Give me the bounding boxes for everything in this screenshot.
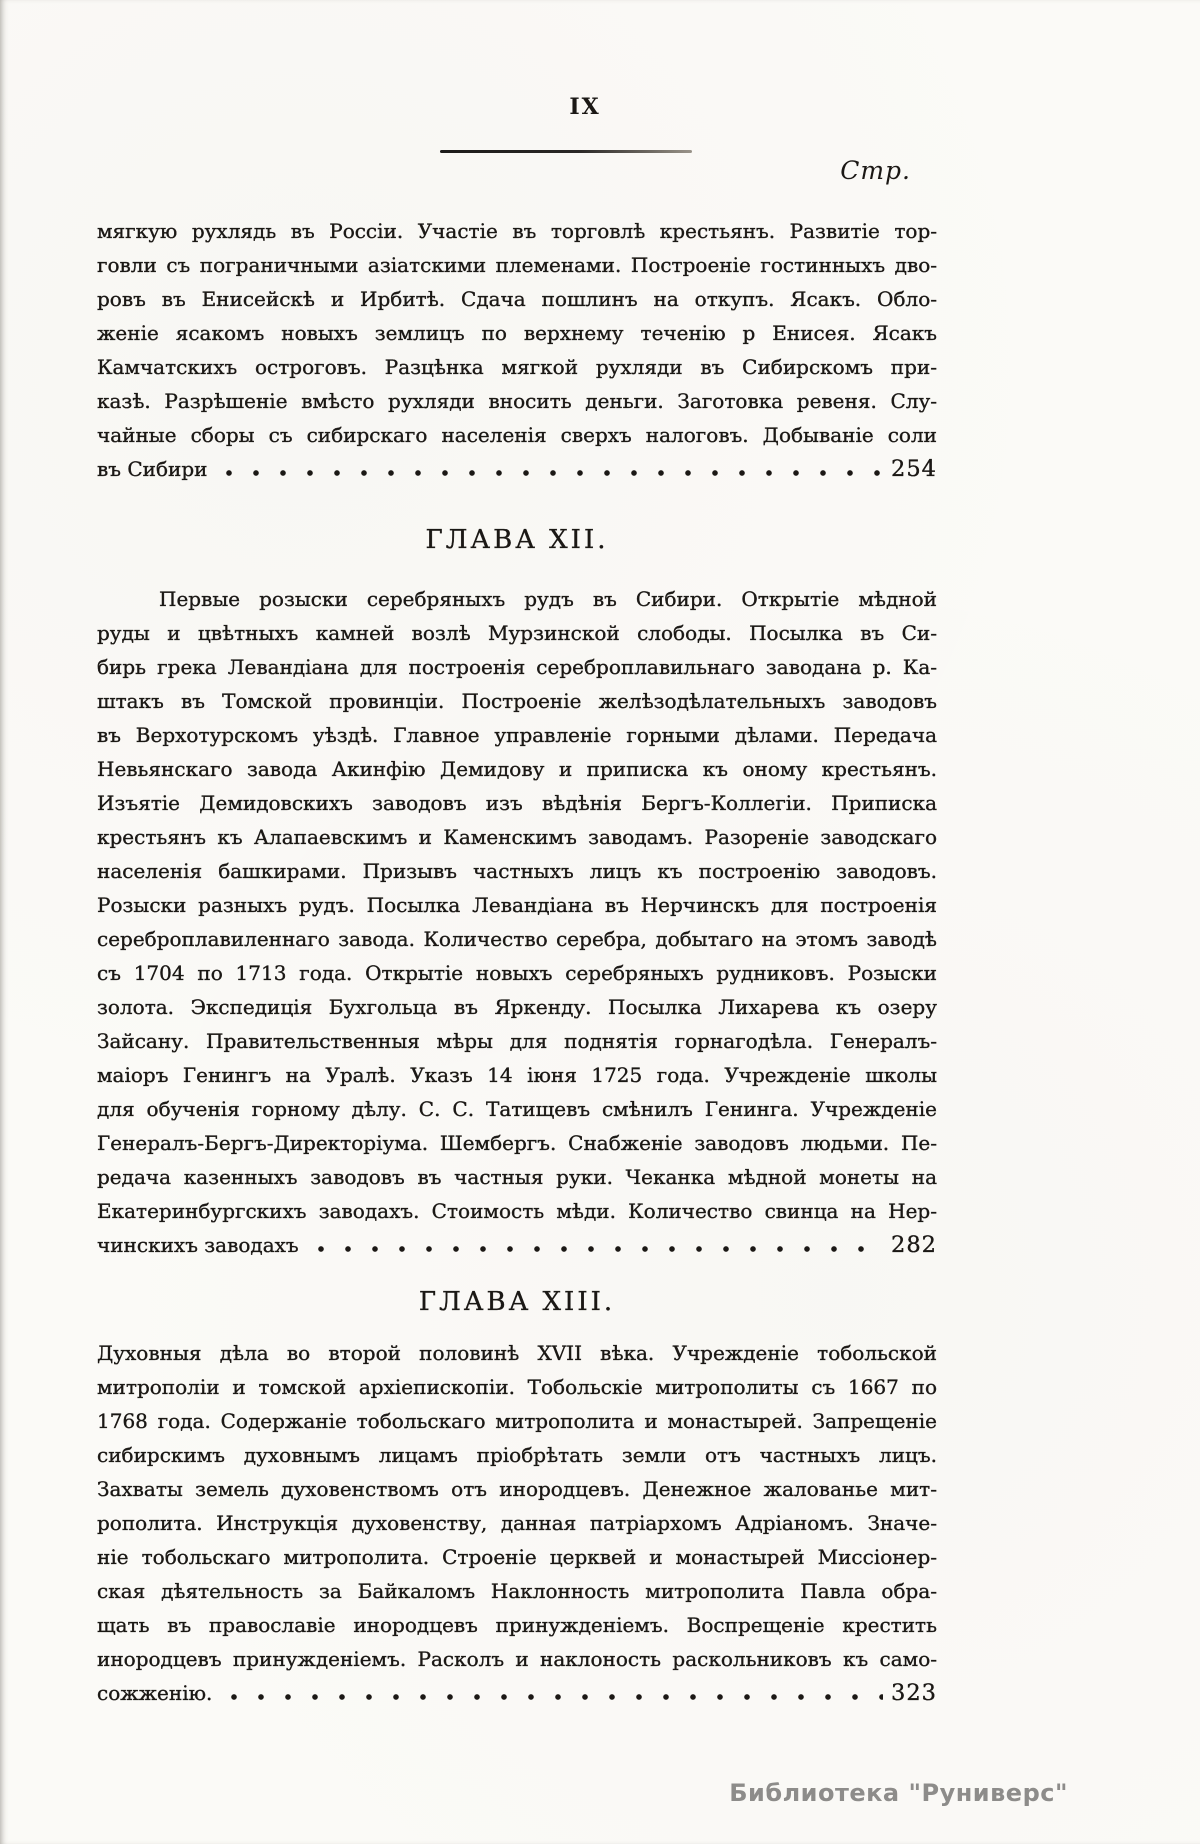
toc-line: сереброплавиленнаго завода. Количество серебра, добытаго на этомъ заводѣ (97, 927, 937, 951)
toc-line: съ 1704 по 1713 года. Открытіе новыхъ серебряныхъ рудниковъ. Розыски (97, 961, 937, 985)
header-divider-rule (440, 150, 692, 153)
page-number: 254 (891, 456, 937, 482)
toc-line: крестьянъ къ Алапаевскимъ и Каменскимъ заводамъ. Разореніе заводскаго (97, 825, 937, 849)
toc-line: чайные сборы съ сибирскаго населенія сверхъ налоговъ. Добываніе соли (97, 423, 937, 447)
toc-line: маіоръ Генингъ на Уралѣ. Указъ 14 іюня 1725 года. Учрежденіе школы (97, 1063, 937, 1087)
page-column-label: Стр. (840, 156, 911, 185)
toc-tail-text: сожженію. (97, 1681, 213, 1705)
toc-line: Духовныя дѣла во второй половинѣ XVII вѣка. Учрежденіе тобольской (97, 1341, 937, 1365)
toc-line: Невьянскаго завода Акинфію Демидову и приписка къ оному крестьянъ. (97, 757, 937, 781)
toc-line: Первые розыски серебряныхъ рудъ въ Сибири. Открытіе мѣдной (159, 587, 937, 611)
toc-entry-tail (97, 1228, 937, 1262)
toc-line: ровъ въ Енисейскѣ и Ирбитѣ. Сдача пошлинъ на откупъ. Ясакъ. Обло- (97, 287, 937, 311)
toc-line: казѣ. Разрѣшеніе вмѣсто рухляди вносить деньги. Заготовка ревеня. Слу- (97, 389, 937, 413)
toc-tail-text: чинскихъ заводахъ (97, 1233, 299, 1257)
toc-line: женіе ясакомъ новыхъ землицъ по верхнему теченію р Енисея. Ясакъ (97, 321, 937, 345)
toc-entry-chapter-11-continuation (97, 214, 937, 486)
dot-leader (219, 466, 883, 481)
library-watermark: Библиотека "Руниверс" (729, 1779, 1068, 1807)
toc-line: Екатеринбургскихъ заводахъ. Стоимость мѣди. Количество свинца на Нер- (97, 1199, 937, 1223)
toc-line: штакъ въ Томской провинціи. Построеніе желѣзодѣлательныхъ заводовъ (97, 689, 937, 713)
toc-line: редача казенныхъ заводовъ въ частныя руки. Чеканка мѣдной монеты на (97, 1165, 937, 1189)
toc-line: говли съ пограничными азіатскими племенами. Построеніе гостинныхъ дво- (97, 253, 937, 277)
toc-line: въ Верхотурскомъ уѣздѣ. Главное управленіе горными дѣлами. Передача (97, 723, 937, 747)
toc-line: щать въ православіе инородцевъ принужденіемъ. Воспрещеніе крестить (97, 1613, 937, 1637)
toc-line: Розыски разныхъ рудъ. Посылка Левандіана въ Нерчинскъ для построенія (97, 893, 937, 917)
page-folio: IX (569, 94, 601, 120)
toc-line: рополита. Инструкція духовенству, данная патріархомъ Адріаномъ. Значе- (97, 1511, 937, 1535)
toc-line: 1768 года. Содержаніе тобольскаго митрополита и монастырей. Запрещеніе (97, 1409, 937, 1433)
toc-line: Генералъ-Бергъ-Директоріума. Шембергъ. Снабженіе заводовъ людьми. Пе- (97, 1131, 937, 1155)
chapter-heading: ГЛАВА XII. (425, 525, 609, 555)
toc-line: бирь грека Левандіана для построенія сереброплавильнаго заводана р. Ка- (97, 655, 937, 679)
table-of-contents (97, 214, 937, 1710)
toc-line: сибирскимъ духовнымъ лицамъ пріобрѣтать земли отъ частныхъ лицъ. (97, 1443, 937, 1467)
toc-entry-chapter-13 (97, 1284, 937, 1710)
toc-line: мягкую рухлядь въ Россіи. Участіе въ торговлѣ крестьянъ. Развитіе тор- (97, 219, 937, 243)
toc-entry-tail (97, 452, 937, 486)
page-number: 282 (891, 1232, 937, 1258)
toc-line: Камчатскихъ остроговъ. Разцѣнка мягкой рухляди въ Сибирскомъ при- (97, 355, 937, 379)
toc-line: для обученія горному дѣлу. С. С. Татищевъ смѣнилъ Генинга. Учрежденіе (97, 1097, 937, 1121)
toc-line: Зайсану. Правительственныя мѣры для поднятія горнагодѣла. Генералъ- (97, 1029, 937, 1053)
toc-line: золота. Экспедиція Бухгольца въ Яркенду. Посылка Лихарева къ озеру (97, 995, 937, 1019)
toc-line: инородцевъ принужденіемъ. Расколъ и наклоность раскольниковъ къ само- (97, 1647, 937, 1671)
toc-line: ская дѣятельность за Байкаломъ Наклонность митрополита Павла обра- (97, 1579, 937, 1603)
toc-line: Захваты земель духовенствомъ отъ инородцевъ. Денежное жалованье мит- (97, 1477, 937, 1501)
toc-line: руды и цвѣтныхъ камней возлѣ Мурзинской слободы. Посылка въ Си- (97, 621, 937, 645)
toc-line: ніе тобольскаго митрополита. Строеніе церквей и монастырей Миссіонер- (97, 1545, 937, 1569)
toc-line: населенія башкирами. Призывъ частныхъ лицъ къ построенію заводовъ. (97, 859, 937, 883)
toc-line: митрополіи и томской архіепископіи. Тобольскіе митрополиты съ 1667 по (97, 1375, 937, 1399)
toc-line: Изъятіе Демидовскихъ заводовъ изъ вѣдѣнія Бергъ-Коллегіи. Приписка (97, 791, 937, 815)
page-number: 323 (891, 1680, 937, 1706)
toc-tail-text: въ Сибири (97, 457, 208, 481)
dot-leader (224, 1690, 883, 1705)
dot-leader (311, 1242, 883, 1257)
toc-entry-tail (97, 1676, 937, 1710)
toc-entry-chapter-12 (97, 522, 937, 1262)
chapter-heading: ГЛАВА XIII. (418, 1287, 616, 1317)
